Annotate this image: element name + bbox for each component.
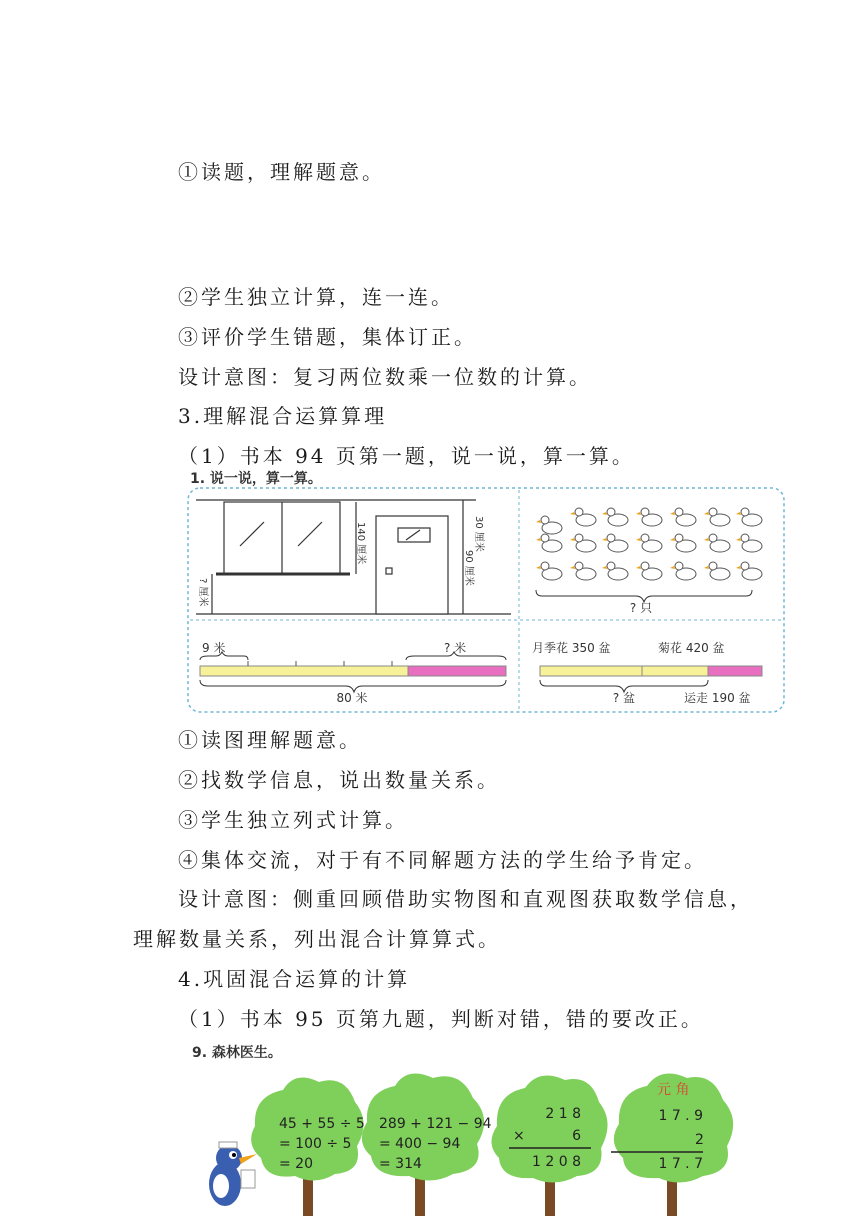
design-intent-1: 设计意图：复习两位数乘一位数的计算。	[178, 365, 592, 389]
duck-icon	[704, 508, 730, 526]
duck-icon	[670, 562, 696, 580]
step-independent-calc: ②学生独立计算，连一连。	[178, 285, 454, 309]
bar2-yellow-a	[540, 666, 642, 676]
bar1-left-label: 9 米	[202, 641, 226, 655]
step-list-calc: ③学生独立列式计算。	[178, 808, 408, 832]
bar2-yellow-b	[642, 666, 708, 676]
dim-140cm: 140 厘米	[355, 522, 366, 565]
figure2-title: 9. 森林医生。	[192, 1045, 282, 1061]
svg-text:1 7 . 9: 1 7 . 9	[658, 1108, 703, 1124]
tree-4	[611, 1074, 733, 1216]
tree-1	[251, 1078, 365, 1216]
svg-text:45 + 55 ÷ 5: 45 + 55 ÷ 5	[279, 1116, 365, 1132]
duck-icon	[670, 508, 696, 526]
duck-icon	[536, 534, 562, 552]
duck-icon	[736, 508, 762, 526]
svg-text:= 400 − 94: = 400 − 94	[379, 1136, 461, 1152]
duck-icon	[602, 508, 628, 526]
duck-icon	[670, 534, 696, 552]
design-intent-2b: 理解数量关系，列出混合计算算式。	[133, 927, 501, 951]
svg-text:2 1 8: 2 1 8	[545, 1106, 581, 1122]
bar1-yellow	[200, 666, 408, 676]
duck-icon	[736, 534, 762, 552]
tree-2	[362, 1074, 492, 1216]
step-read-question: ①读题，理解题意。	[178, 160, 385, 184]
section-4-heading: 4.巩固混合运算的计算	[178, 967, 411, 991]
svg-text:= 314: = 314	[379, 1156, 422, 1172]
duck-icon	[570, 562, 596, 580]
duck-icon	[570, 534, 596, 552]
bar2-question: ? 盆	[612, 691, 636, 705]
figure2	[195, 1066, 755, 1216]
step-find-info: ②找数学信息，说出数量关系。	[178, 768, 500, 792]
svg-text:289 + 121 − 94: 289 + 121 − 94	[379, 1116, 492, 1132]
duck-icon	[570, 508, 596, 526]
bar1-pink	[408, 666, 506, 676]
duck-icon	[536, 562, 562, 580]
svg-text:元 角: 元 角	[657, 1082, 690, 1098]
bar2-rose: 月季花 350 盆	[532, 641, 611, 655]
bar2-chrysanthemum: 菊花 420 盆	[658, 641, 725, 655]
bar2-pink	[708, 666, 762, 676]
duck-icon	[602, 562, 628, 580]
duck-icon	[636, 508, 662, 526]
svg-text:×: ×	[513, 1128, 525, 1144]
step-read-picture: ①读图理解题意。	[178, 728, 362, 752]
ducks	[536, 508, 762, 580]
svg-text:1 7 . 7: 1 7 . 7	[658, 1156, 703, 1172]
figure1	[186, 486, 786, 716]
svg-text:1 2 0 8: 1 2 0 8	[532, 1154, 581, 1170]
bar1-total: 80 米	[336, 691, 368, 705]
duck-icon	[602, 534, 628, 552]
duck-icon	[704, 534, 730, 552]
design-intent-2a: 设计意图：侧重回顾借助实物图和直观图获取数学信息，	[178, 887, 753, 911]
dim-30cm: 30 厘米	[473, 516, 484, 552]
duck-icon	[636, 534, 662, 552]
step-evaluate: ③评价学生错题，集体订正。	[178, 325, 477, 349]
svg-text:= 20: = 20	[279, 1156, 313, 1172]
tree-3	[491, 1076, 607, 1216]
ducks-question: ? 只	[629, 601, 653, 615]
section-3-heading: 3.理解混合运算算理	[178, 404, 388, 428]
dim-left-cm: ? 厘米	[197, 578, 208, 607]
step-share: ④集体交流，对于有不同解题方法的学生给予肯定。	[178, 848, 707, 872]
duck-icon	[636, 562, 662, 580]
task-page-95: （1）书本 95 页第九题，判断对错，错的要改正。	[178, 1007, 704, 1031]
bar2-transported: 运走 190 盆	[684, 691, 751, 705]
svg-text:2: 2	[695, 1132, 704, 1148]
bar1-right-label: ? 米	[444, 641, 467, 655]
duck-icon	[704, 562, 730, 580]
dim-90cm: 90 厘米	[463, 550, 474, 586]
duck-icon	[736, 562, 762, 580]
bird-doctor-icon	[209, 1142, 257, 1206]
figure1-title: 1. 说一说，算一算。	[190, 471, 322, 487]
svg-text:6: 6	[572, 1128, 581, 1144]
task-page-94: （1）书本 94 页第一题，说一说，算一算。	[178, 444, 635, 468]
svg-text:= 100 ÷ 5: = 100 ÷ 5	[279, 1136, 352, 1152]
duck-icon	[536, 516, 562, 534]
